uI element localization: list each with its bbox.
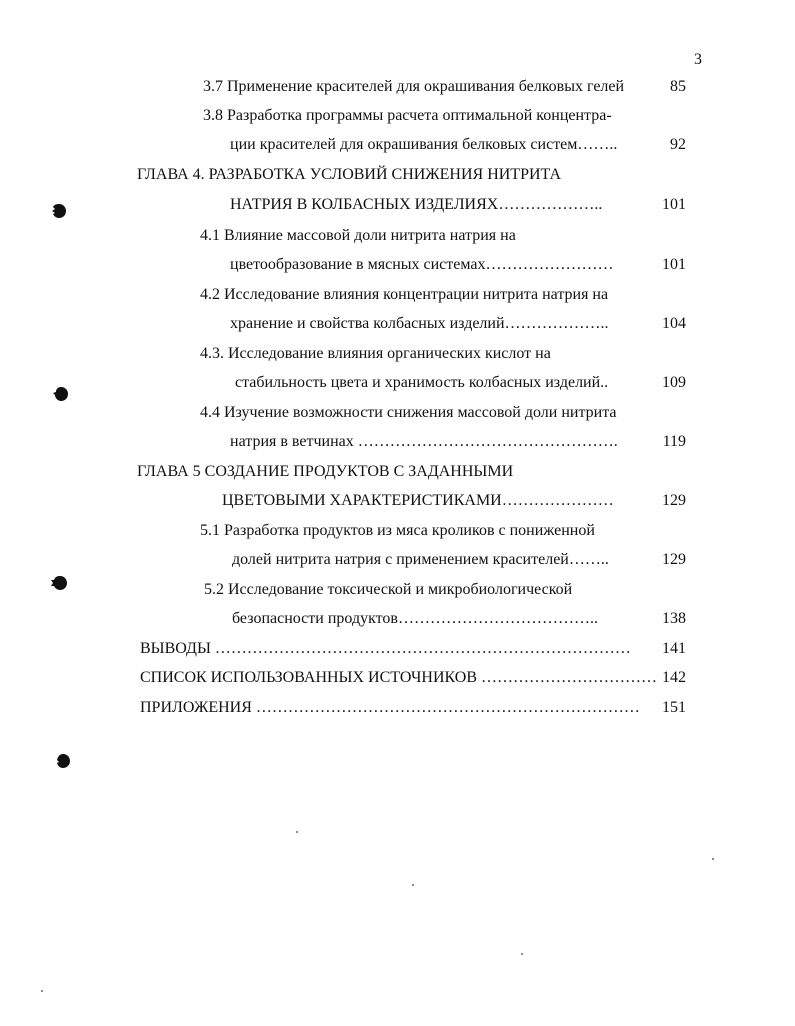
- toc-entry-4-2: [200, 284, 608, 306]
- scan-speck: [712, 858, 714, 860]
- toc-entry-text: 3.7 Применение красителей для окрашивания белковых гелей: [203, 78, 625, 95]
- toc-entry-text: 4.4 Изучение возможности снижения массовой доли нитрита: [200, 404, 617, 421]
- toc-chapter-text: ЦВЕТОВЫМИ ХАРАКТЕРИСТИКАМИ…………………: [222, 492, 614, 509]
- punch-hole-mark-icon: [50, 202, 68, 220]
- scan-speck: [296, 831, 298, 833]
- toc-entry-text: 4.2 Исследование влияния концентрации нитрита натрия на: [200, 286, 609, 303]
- scan-speck: [521, 953, 523, 955]
- toc-entry-text: 4.1 Влияние массовой доли нитрита натрия на: [200, 227, 516, 244]
- toc-entry-page: 101: [662, 256, 686, 273]
- toc-entry-text: долей нитрита натрия с применением красителей……..: [232, 551, 609, 568]
- toc-entry-page: 104: [662, 315, 686, 332]
- toc-references: [140, 667, 657, 689]
- page-number: 3: [694, 51, 702, 68]
- toc-entry-page: 141: [662, 640, 686, 657]
- toc-entry-text: 4.3. Исследование влияния органических кислот на: [200, 345, 551, 362]
- toc-conclusions: [140, 638, 631, 660]
- toc-entry-text: цветообразование в мясных системах……………………: [230, 256, 614, 273]
- toc-entry-page: 138: [662, 610, 686, 627]
- toc-entry-4-2-cont: [230, 313, 609, 335]
- toc-entry-3-8-cont: [230, 134, 617, 156]
- toc-entry-4-1-cont: [230, 254, 613, 276]
- toc-entry-4-4: [200, 402, 616, 424]
- toc-entry-3-8: [203, 105, 612, 127]
- toc-entry-page: 151: [662, 699, 686, 716]
- toc-entry-text: ВЫВОДЫ ……………………………………………………………………: [140, 640, 631, 657]
- toc-chapter-text: НАТРИЯ В КОЛБАСНЫХ ИЗДЕЛИЯХ………………..: [230, 196, 603, 213]
- punch-hole-mark-icon: [50, 574, 68, 592]
- toc-chapter-text: ГЛАВА 4. РАЗРАБОТКА УСЛОВИЙ СНИЖЕНИЯ НИТРИТА: [137, 166, 562, 183]
- scan-speck: [41, 990, 43, 992]
- toc-entry-5-1-cont: [232, 549, 609, 571]
- toc-entry-text: стабильность цвета и хранимость колбасных изделий..: [235, 374, 609, 391]
- toc-entry-5-2: [204, 579, 572, 601]
- toc-entry-3-7: [203, 76, 624, 98]
- toc-entry-page: 119: [662, 433, 686, 450]
- toc-entry-text: СПИСОК ИСПОЛЬЗОВАННЫХ ИСТОЧНИКОВ ……………………………: [140, 669, 658, 686]
- toc-entry-page: 129: [662, 551, 686, 568]
- toc-entry-text: натрия в ветчинах ………………………………………….: [230, 433, 618, 450]
- toc-entry-4-1: [200, 225, 516, 247]
- toc-entry-text: 5.1 Разработка продуктов из мяса кроликов с пониженной: [200, 522, 595, 539]
- toc-entry-text: 3.8 Разработка программы расчета оптимальной концентра-: [203, 107, 612, 124]
- scan-speck: [412, 884, 414, 886]
- toc-entry-page: 85: [670, 78, 686, 95]
- toc-chapter-text: ГЛАВА 5 СОЗДАНИЕ ПРОДУКТОВ С ЗАДАННЫМИ: [137, 463, 514, 480]
- toc-entry-text: 5.2 Исследование токсической и микробиологической: [204, 581, 573, 598]
- toc-entry-page: 129: [662, 492, 686, 509]
- toc-chapter-4-cont: [230, 194, 602, 216]
- toc-entry-4-4-cont: [230, 431, 618, 453]
- toc-entry-text: ции красителей для окрашивания белковых систем……..: [230, 136, 618, 153]
- toc-entry-4-3: [200, 343, 551, 365]
- toc-entry-5-1: [200, 520, 595, 542]
- toc-entry-text: ПРИЛОЖЕНИЯ ………………………………………………………………: [140, 699, 640, 716]
- toc-entry-page: 142: [662, 669, 686, 686]
- toc-chapter-5-cont: [222, 490, 614, 512]
- toc-entry-page: 109: [662, 374, 686, 391]
- punch-hole-mark-icon: [54, 752, 72, 770]
- punch-hole-mark-icon: [52, 385, 70, 403]
- toc-appendices: [140, 697, 640, 719]
- toc-entry-text: хранение и свойства колбасных изделий………………..: [230, 315, 609, 332]
- toc-entry-page: 92: [670, 136, 686, 153]
- toc-entry-5-2-cont: [232, 608, 598, 630]
- toc-chapter-5: [137, 461, 513, 483]
- toc-entry-4-3-cont: [235, 372, 608, 394]
- toc-entry-text: безопасности продуктов………………………………..: [232, 610, 598, 627]
- toc-entry-page: 101: [662, 196, 686, 213]
- toc-chapter-4: [137, 164, 561, 186]
